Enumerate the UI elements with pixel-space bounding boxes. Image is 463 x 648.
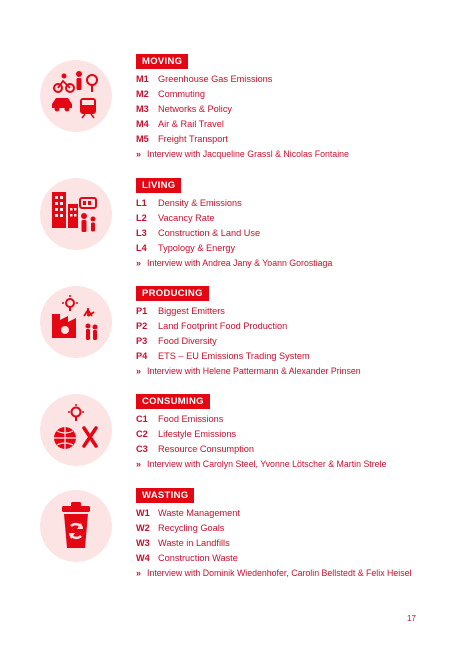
moving-circle xyxy=(40,60,112,132)
interview-marker: » xyxy=(136,568,141,578)
list-item[interactable]: M1 Greenhouse Gas Emissions xyxy=(136,74,273,84)
section-items xyxy=(136,304,361,379)
living-circle xyxy=(40,178,112,250)
interview-link[interactable]: » Interview with Helene Pattermann & Alexander Prinsen xyxy=(136,364,361,379)
list-item[interactable]: W2 Recycling Goals xyxy=(136,523,225,533)
interview-link[interactable]: » Interview with Jacqueline Grassl & Nicolas Fontaine xyxy=(136,147,349,162)
list-item[interactable]: L4 Typology & Energy xyxy=(136,243,236,253)
list-item[interactable]: L1 Density & Emissions xyxy=(136,198,242,208)
section-items xyxy=(136,196,332,271)
list-item[interactable]: C2 Lifestyle Emissions xyxy=(136,429,237,439)
list-item[interactable]: P2 Land Footprint Food Production xyxy=(136,321,288,331)
consumption-icon xyxy=(48,402,104,458)
interview-marker: » xyxy=(136,459,141,469)
list-item[interactable]: M2 Commuting xyxy=(136,89,205,99)
section-label: MOVING xyxy=(136,54,188,69)
list-item[interactable]: W1 Waste Management xyxy=(136,508,240,518)
list-item[interactable]: W3 Waste in Landfills xyxy=(136,538,230,548)
factory-icon xyxy=(48,294,104,350)
section-items xyxy=(136,412,386,472)
list-item[interactable]: C3 Resource Consumption xyxy=(136,444,255,454)
interview-marker: » xyxy=(136,366,141,376)
interview-marker: » xyxy=(136,149,141,159)
list-item[interactable]: P1 Biggest Emitters xyxy=(136,306,225,316)
page-number: 17 xyxy=(407,614,416,623)
list-item[interactable]: M4 Air & Rail Travel xyxy=(136,119,224,129)
list-item[interactable]: L2 Vacancy Rate xyxy=(136,213,215,223)
consuming-circle xyxy=(40,394,112,466)
section-label: WASTING xyxy=(136,488,194,503)
list-item[interactable]: L3 Construction & Land Use xyxy=(136,228,261,238)
interview-link[interactable]: » Interview with Carolyn Steel, Yvonne Lötscher & Martin Strele xyxy=(136,457,386,472)
list-item[interactable]: M5 Freight Transport xyxy=(136,134,228,144)
producing-circle xyxy=(40,286,112,358)
list-item[interactable]: P4 ETS – EU Emissions Trading System xyxy=(136,351,310,361)
section-label: PRODUCING xyxy=(136,286,209,301)
list-item[interactable]: C1 Food Emissions xyxy=(136,414,224,424)
buildings-icon xyxy=(48,186,104,242)
recycle-bin-icon xyxy=(48,498,104,554)
mobility-icon xyxy=(48,68,104,124)
wasting-circle xyxy=(40,490,112,562)
section-items xyxy=(136,72,349,162)
list-item[interactable]: W4 Construction Waste xyxy=(136,553,238,563)
interview-link[interactable]: » Interview with Andrea Jany & Yoann Gorostiaga xyxy=(136,256,332,271)
interview-marker: » xyxy=(136,258,141,268)
section-label: CONSUMING xyxy=(136,394,210,409)
interview-link[interactable]: » Interview with Dominik Wiedenhofer, Carolin Bellstedt & Felix Heisel xyxy=(136,566,412,581)
section-items xyxy=(136,506,412,581)
section-label: LIVING xyxy=(136,178,181,193)
list-item[interactable]: M3 Networks & Policy xyxy=(136,104,233,114)
list-item[interactable]: P3 Food Diversity xyxy=(136,336,217,346)
